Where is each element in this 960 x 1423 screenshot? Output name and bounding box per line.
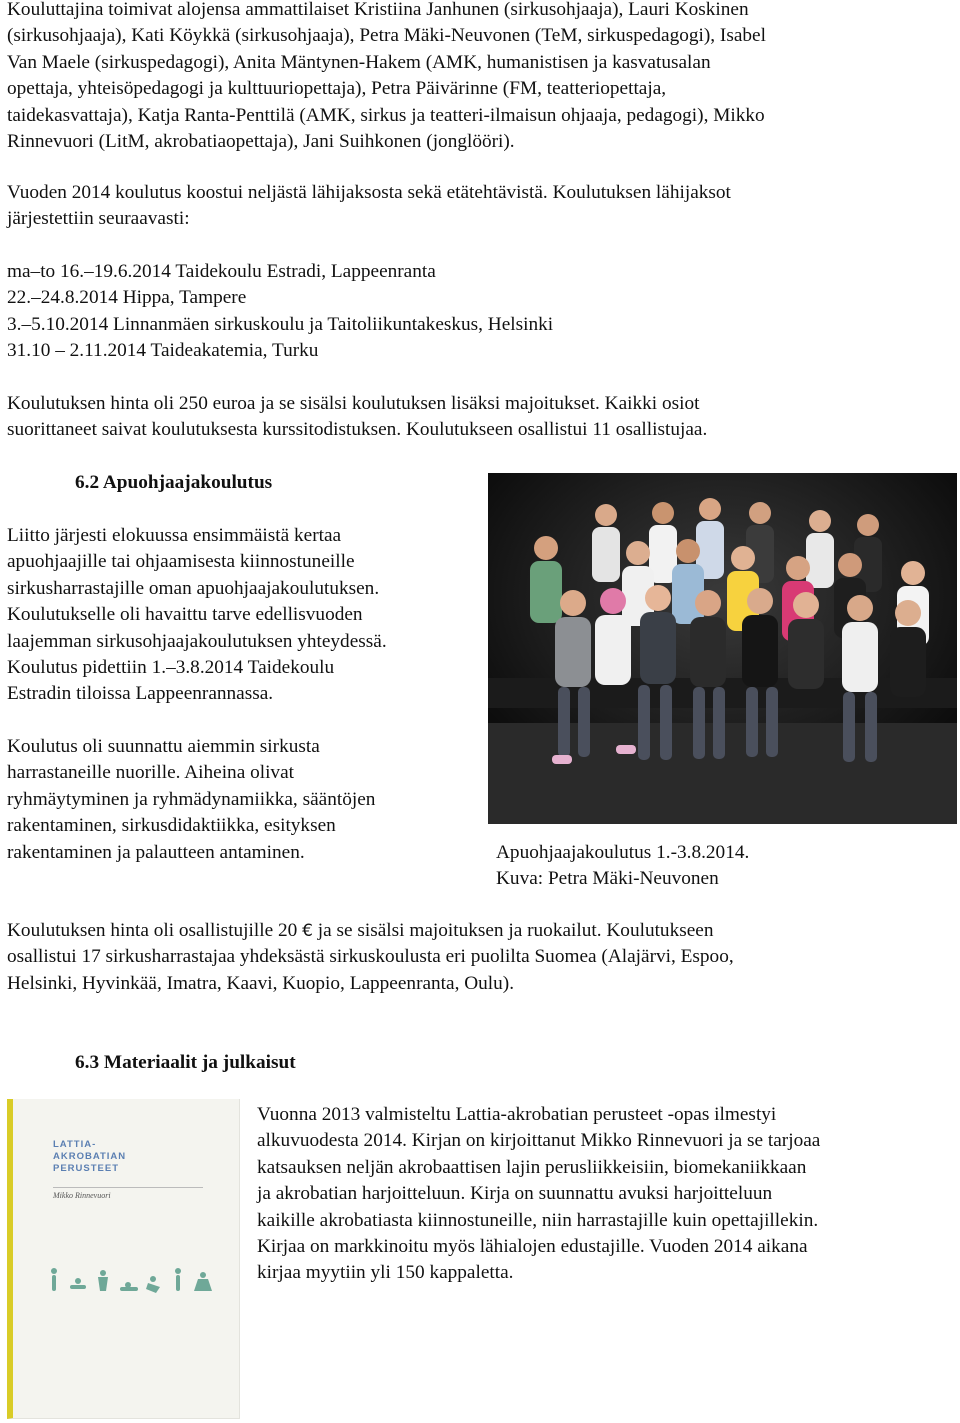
- euro-sign: €: [302, 921, 313, 941]
- group-photo-illustration: [488, 473, 957, 824]
- price-paragraph: Koulutuksen hinta oli 250 euroa ja se sisälsi koulutuksen lisäksi majoitukset. Kaikki osiot suorittaneet saivat koulutuksesta kurssitodistuksen. Koulutukseen osallistui 11 osallistujaa.: [7, 393, 708, 441]
- section-heading-6-3: 6.3 Materiaalit ja julkaisut: [75, 1052, 296, 1073]
- price-text-before: Koulutuksen hinta oli osallistujille 20: [7, 920, 303, 941]
- section-heading-6-2: 6.2 Apuohjaajakoulutus: [75, 472, 273, 493]
- book-cover-author: Mikko Rinnevuori: [53, 1191, 111, 1200]
- section-6-2-price-paragraph: [7, 918, 734, 997]
- section-6-3-paragraph: Vuonna 2013 valmisteltu Lattia-akrobatian perusteet -opas ilmestyi alkuvuodesta 2014. Kirjan on kirjoittanut Mikko Rinnevuori ja se tarjoaa katsauksen neljän akrobaattisen lajin perusliikkeisiin, biomekaniikkaan ja akrobatian harjoitteluun. Kirja on suunnattu avuksi harjoitteluun kaikille akrobatiasta kiinnostuneille, niin harrastajille kuin opettajillekin. Kirjaa on markkinoitu myös lähialojen edustajille. Vuoden 2014 aikana kirjaa myytiin yli 150 kappaletta.: [257, 1104, 821, 1284]
- intro-paragraph: Kouluttajina toimivat alojensa ammattilaiset Kristiina Janhunen (sirkusohjaaja), Lauri Koskinen (sirkusohjaaja), Kati Köykkä (sirkusohjaaja), Petra Mäki-Neuvonen (TeM, sirkuspedagogi), Isabel Van Maele (sirkuspedagogi), Anita Mäntynen-Hakem (AMK, humanistisen ja kasvatusalan opettaja, yhteisöpedagogi ja kulttuuriopettaja), Petra Päivärinne (FM, teatteriopettaja, taidekasvattaja), Katja Ranta-Penttilä (AMK, sirkus ja teatteri-ilmaisun ohjaaja, pedagogi), Mikko Rinnevuori (LitM, akrobatiaopettaja), Jani Suihkonen (jonglööri).: [7, 0, 766, 153]
- book-cover-title: LATTIA- AKROBATIAN PERUSTEET: [53, 1139, 127, 1174]
- photo-caption: Apuohjaajakoulutus 1.-3.8.2014. Kuva: Petra Mäki-Neuvonen: [496, 842, 750, 890]
- price-text-after: ja se sisälsi majoituksen ja ruokailut. Koulutukseen osallistui 17 sirkusharrastajaa yhdeksästä sirkuskoulusta eri puolilta Suomea (Alajärvi, Espoo, Helsinki, Hyvinkää, Imatra, Kaavi, Kuopio, Lappeenranta, Oulu).: [7, 920, 734, 994]
- schedule-item: 22.–24.8.2014 Hippa, Tampere: [7, 287, 247, 308]
- book-cover-rule: [53, 1187, 203, 1188]
- schedule-intro: Vuoden 2014 koulutus koostui neljästä lähijaksosta sekä etätehtävistä. Koulutuksen lähijaksot järjestettiin seuraavasti:: [7, 182, 731, 230]
- section-6-2-paragraph-1: Liitto järjesti elokuussa ensimmäistä kertaa apuohjaajille tai ohjaamisesta kiinnostuneille sirkusharrastajille oman apuohjaajakoulutuksen. Koulutukselle oli havaittu tarve edellisvuoden laajemman sirkusohjaajakoulutuksen yhteydessä. Koulutus pidettiin 1.–3.8.2014 Taidekoulu Estradin tiloissa Lappeenrannassa.: [7, 525, 387, 705]
- schedule-item: 31.10 – 2.11.2014 Taideakatemia, Turku: [7, 340, 319, 361]
- schedule-item: ma–to 16.–19.6.2014 Taidekoulu Estradi, Lappeenranta: [7, 261, 436, 282]
- acrobat-figures-icon: [48, 1259, 223, 1299]
- section-6-2-paragraph-2: Koulutus oli suunnattu aiemmin sirkusta harrastaneille nuorille. Aiheina olivat ryhmäytyminen ja ryhmädynamiikka, sääntöjen rakentaminen, sirkusdidaktiikka, esityksen rakentaminen ja palautteen antaminen.: [7, 736, 376, 863]
- group-photo: [488, 473, 957, 824]
- book-cover: [7, 1099, 240, 1419]
- schedule-item: 3.–5.10.2014 Linnanmäen sirkuskoulu ja Taitoliikuntakeskus, Helsinki: [7, 314, 554, 335]
